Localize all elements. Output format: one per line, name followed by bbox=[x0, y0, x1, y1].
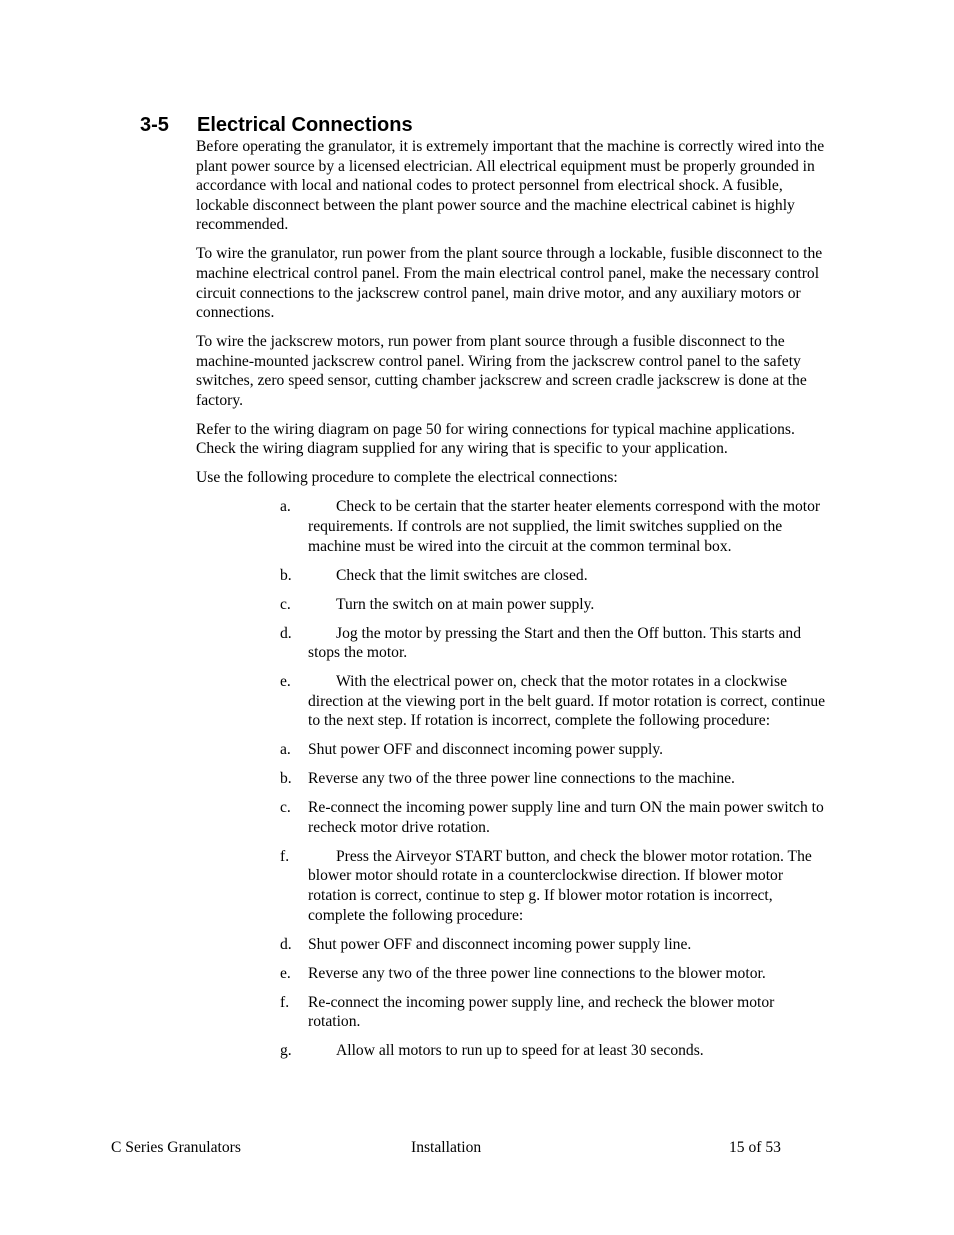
paragraph-wiring-diagram: Refer to the wiring diagram on page 50 for wiring connections for typical machine applications. Check the wiring diagram supplied for any wiring that is specific to your application. bbox=[196, 420, 795, 458]
step-marker: d. bbox=[280, 935, 292, 953]
section-number: 3-5 bbox=[140, 114, 169, 136]
section-body bbox=[196, 137, 830, 1070]
paragraph-wire-granulator: To wire the granulator, run power from the plant source through a lockable, fusible disconnect to the machine electrical control panel. From the main electrical control panel, make the necessary control circuit connections to the jackscrew control panel, main drive motor, and any auxiliary motors or connections. bbox=[196, 245, 823, 322]
step-marker: b. bbox=[280, 770, 292, 788]
paragraph-intro: Before operating the granulator, it is extremely important that the machine is correctly wired into the plant power source by a licensed electrician. All electrical equipment must be properly grounded in accordance with local and national codes to protect personnel from electrical shock. A fusible, lockable disconnect between the plant power source and the machine electrical cabinet is highly recommended. bbox=[196, 138, 825, 234]
step-marker: c. bbox=[280, 799, 291, 817]
footer-page-number: 15 of 53 bbox=[729, 1139, 781, 1156]
step-marker: a. bbox=[280, 741, 291, 759]
step-text: Shut power OFF and disconnect incoming power supply. bbox=[308, 741, 664, 759]
step-text: Re-connect the incoming power supply line, and recheck the blower motor rotation. bbox=[308, 993, 775, 1031]
step-marker: e. bbox=[280, 964, 291, 982]
procedure-step bbox=[196, 798, 830, 837]
step-text: Reverse any two of the three power line connections to the blower motor. bbox=[308, 964, 766, 982]
procedure-step bbox=[196, 740, 830, 760]
procedure-step bbox=[196, 624, 830, 663]
step-text: Reverse any two of the three power line connections to the machine. bbox=[308, 770, 735, 788]
section-title: Electrical Connections bbox=[197, 114, 413, 136]
step-text: Re-connect the incoming power supply line and turn ON the main power switch to recheck motor drive rotation. bbox=[308, 799, 824, 836]
step-marker: f. bbox=[280, 993, 290, 1011]
step-marker: e. bbox=[280, 673, 291, 691]
footer-document-title: C Series Granulators bbox=[111, 1139, 241, 1156]
step-text: With the electrical power on, check that the motor rotates in a clockwise direction at the viewing port in the belt guard. If motor rotation is correct, continue to the next step. If rotation is incorrect, complete the following procedure: bbox=[308, 673, 826, 730]
procedure-step bbox=[196, 595, 830, 615]
step-text: Jog the motor by pressing the Start and then the Off button. This starts and stops the motor. bbox=[308, 624, 802, 662]
footer-chapter: Installation bbox=[411, 1139, 482, 1156]
procedure-step bbox=[196, 672, 830, 731]
step-text: Check to be certain that the starter heater elements correspond with the motor requirements. If controls are not supplied, the limit switches supplied on the machine must be wired into the circuit at the common terminal box. bbox=[308, 498, 821, 555]
step-text: Check that the limit switches are closed. bbox=[336, 566, 588, 584]
step-marker: g. bbox=[280, 1042, 292, 1060]
paragraph-procedure-intro: Use the following procedure to complete the electrical connections: bbox=[196, 469, 618, 487]
procedure-step bbox=[196, 993, 830, 1032]
procedure-step bbox=[196, 847, 830, 925]
procedure-step bbox=[196, 935, 830, 955]
step-text: Press the Airveyor START button, and check the blower motor rotation. The blower motor should rotate in a counterclockwise direction. If blower motor rotation is correct, continue to step g. If blower motor rotation is incorrect, complete the following procedure: bbox=[308, 847, 812, 924]
procedure-step bbox=[196, 497, 830, 556]
paragraph-wire-jackscrew: To wire the jackscrew motors, run power from plant source through a fusible disconnect to the machine-mounted jackscrew control panel. Wiring from the jackscrew control panel to the safety switches, zero speed sensor, cutting chamber jackscrew and screen cradle jackscrew is done at the factory. bbox=[196, 333, 807, 409]
procedure-step bbox=[196, 769, 830, 789]
procedure-step bbox=[196, 964, 830, 984]
step-text: Allow all motors to run up to speed for at least 30 seconds. bbox=[336, 1042, 704, 1060]
step-marker: a. bbox=[280, 498, 291, 516]
step-text: Shut power OFF and disconnect incoming power supply line. bbox=[308, 935, 692, 953]
step-marker: d. bbox=[280, 624, 292, 642]
step-text: Turn the switch on at main power supply. bbox=[336, 595, 595, 613]
step-marker: b. bbox=[280, 566, 292, 584]
procedure-step bbox=[196, 1041, 830, 1061]
step-marker: f. bbox=[280, 847, 290, 865]
step-marker: c. bbox=[280, 595, 291, 613]
section-heading bbox=[140, 112, 413, 138]
procedure-list bbox=[196, 497, 830, 1060]
procedure-step bbox=[196, 566, 830, 586]
